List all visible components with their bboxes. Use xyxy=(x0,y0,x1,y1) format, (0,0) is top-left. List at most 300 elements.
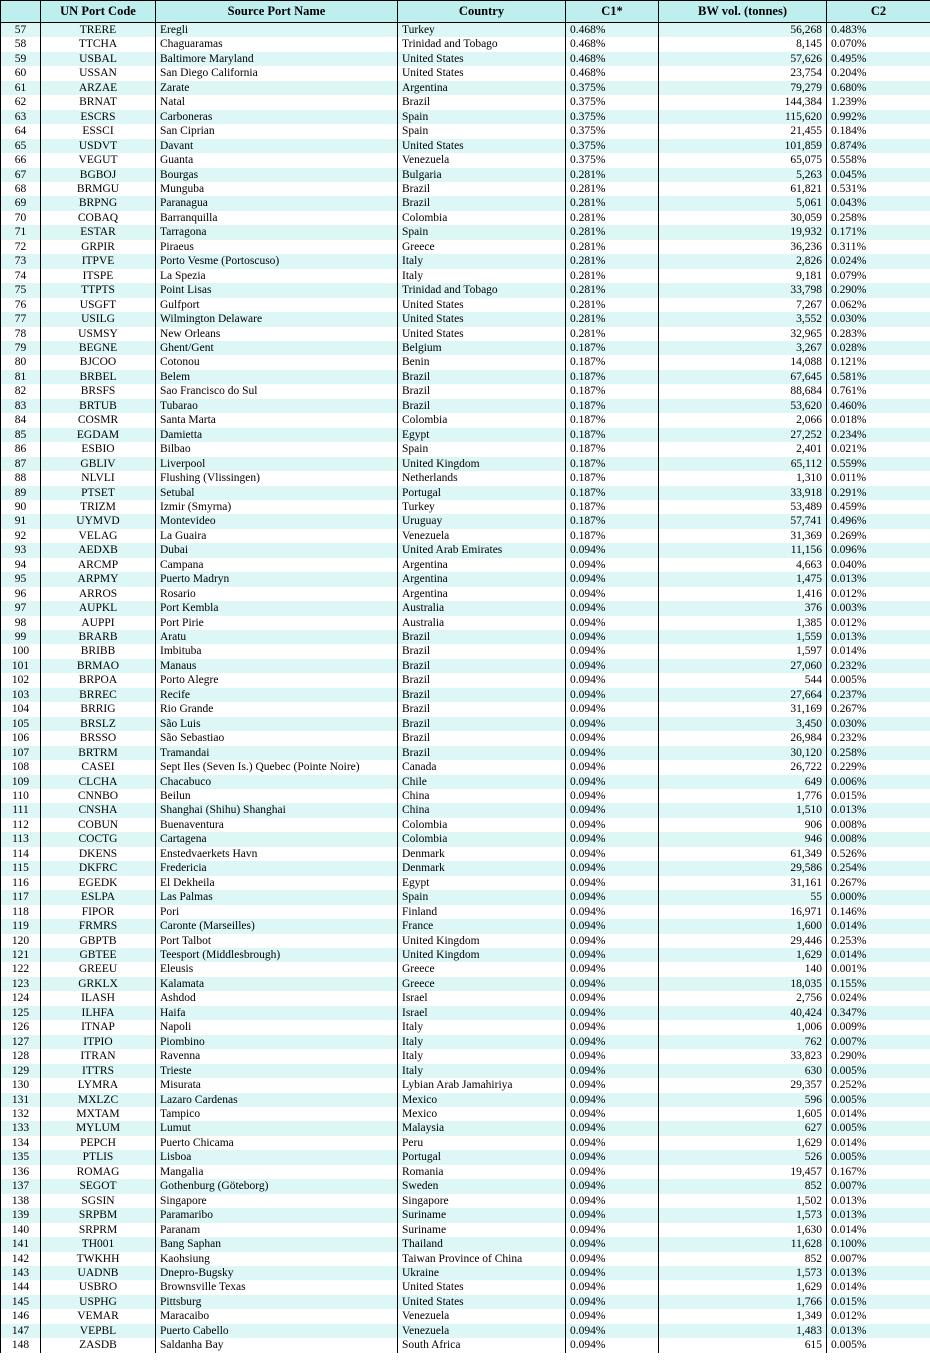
table-row xyxy=(1,254,930,268)
cell-c1-value: 0.094% xyxy=(566,1020,659,1034)
cell-row-index: 58 xyxy=(1,37,41,51)
table-row xyxy=(1,529,930,543)
cell-c1-value: 0.281% xyxy=(566,182,659,196)
cell-bw-volume: 1,573 xyxy=(659,1208,827,1222)
table-row xyxy=(1,1179,930,1193)
table-row xyxy=(1,1324,930,1338)
cell-c2-value: 0.460% xyxy=(827,399,930,413)
cell-un-port-code: VEGUT xyxy=(41,153,156,167)
cell-country: United States xyxy=(398,312,566,326)
cell-c2-value: 1.239% xyxy=(827,95,930,109)
cell-row-index: 111 xyxy=(1,803,41,817)
cell-un-port-code: FRMRS xyxy=(41,919,156,933)
column-header-source-port-name: Source Port Name xyxy=(156,1,398,23)
cell-row-index: 61 xyxy=(1,81,41,95)
cell-bw-volume: 33,823 xyxy=(659,1049,827,1063)
cell-bw-volume: 2,756 xyxy=(659,991,827,1005)
cell-c2-value: 0.291% xyxy=(827,486,930,500)
cell-row-index: 96 xyxy=(1,587,41,601)
table-row xyxy=(1,1266,930,1280)
cell-source-port-name: Paramaribo xyxy=(156,1208,398,1222)
cell-country: Venezuela xyxy=(398,1324,566,1338)
cell-bw-volume: 57,626 xyxy=(659,52,827,66)
cell-c2-value: 0.013% xyxy=(827,1194,930,1208)
cell-country: Colombia xyxy=(398,211,566,225)
cell-c1-value: 0.094% xyxy=(566,760,659,774)
cell-un-port-code: TTPTS xyxy=(41,283,156,297)
cell-c1-value: 0.094% xyxy=(566,962,659,976)
cell-bw-volume: 27,060 xyxy=(659,659,827,673)
cell-bw-volume: 88,684 xyxy=(659,384,827,398)
cell-row-index: 71 xyxy=(1,225,41,239)
cell-country: Brazil xyxy=(398,384,566,398)
cell-c1-value: 0.187% xyxy=(566,514,659,528)
cell-c1-value: 0.094% xyxy=(566,1107,659,1121)
cell-c2-value: 0.014% xyxy=(827,1107,930,1121)
cell-country: Mexico xyxy=(398,1093,566,1107)
cell-source-port-name: Bilbao xyxy=(156,442,398,456)
cell-source-port-name: Beilun xyxy=(156,789,398,803)
cell-c2-value: 0.121% xyxy=(827,355,930,369)
cell-c1-value: 0.468% xyxy=(566,52,659,66)
cell-bw-volume: 1,483 xyxy=(659,1324,827,1338)
cell-bw-volume: 649 xyxy=(659,775,827,789)
cell-bw-volume: 65,075 xyxy=(659,153,827,167)
cell-row-index: 70 xyxy=(1,211,41,225)
cell-source-port-name: Pori xyxy=(156,905,398,919)
table-row xyxy=(1,1006,930,1020)
cell-c2-value: 0.014% xyxy=(827,1136,930,1150)
cell-row-index: 145 xyxy=(1,1295,41,1309)
cell-country: Turkey xyxy=(398,23,566,38)
cell-country: Italy xyxy=(398,1049,566,1063)
cell-bw-volume: 31,369 xyxy=(659,529,827,543)
cell-c1-value: 0.281% xyxy=(566,269,659,283)
cell-c2-value: 0.005% xyxy=(827,1064,930,1078)
cell-c1-value: 0.094% xyxy=(566,1194,659,1208)
cell-row-index: 95 xyxy=(1,572,41,586)
cell-row-index: 115 xyxy=(1,861,41,875)
cell-country: Mexico xyxy=(398,1107,566,1121)
table-row xyxy=(1,934,930,948)
cell-bw-volume: 3,267 xyxy=(659,341,827,355)
cell-c2-value: 0.003% xyxy=(827,601,930,615)
cell-un-port-code: USGFT xyxy=(41,298,156,312)
cell-bw-volume: 627 xyxy=(659,1121,827,1135)
cell-row-index: 97 xyxy=(1,601,41,615)
cell-c1-value: 0.094% xyxy=(566,977,659,991)
cell-un-port-code: BRIBB xyxy=(41,644,156,658)
cell-row-index: 90 xyxy=(1,500,41,514)
table-row xyxy=(1,948,930,962)
cell-c2-value: 0.005% xyxy=(827,1150,930,1164)
cell-row-index: 118 xyxy=(1,905,41,919)
cell-c1-value: 0.094% xyxy=(566,847,659,861)
cell-c1-value: 0.187% xyxy=(566,500,659,514)
cell-source-port-name: Davant xyxy=(156,139,398,153)
cell-row-index: 112 xyxy=(1,818,41,832)
cell-country: Australia xyxy=(398,601,566,615)
cell-un-port-code: USILG xyxy=(41,312,156,326)
cell-source-port-name: Bang Saphan xyxy=(156,1237,398,1251)
cell-c2-value: 0.184% xyxy=(827,124,930,138)
cell-country: United States xyxy=(398,52,566,66)
column-header-c1: C1* xyxy=(566,1,659,23)
cell-source-port-name: Rio Grande xyxy=(156,702,398,716)
cell-c2-value: 0.013% xyxy=(827,572,930,586)
cell-c1-value: 0.281% xyxy=(566,211,659,225)
cell-country: Finland xyxy=(398,905,566,919)
cell-c2-value: 0.459% xyxy=(827,500,930,514)
cell-bw-volume: 14,088 xyxy=(659,355,827,369)
cell-country: Venezuela xyxy=(398,153,566,167)
cell-source-port-name: Trieste xyxy=(156,1064,398,1078)
cell-c1-value: 0.094% xyxy=(566,818,659,832)
cell-source-port-name: Kaohsiung xyxy=(156,1252,398,1266)
cell-c2-value: 0.070% xyxy=(827,37,930,51)
table-row xyxy=(1,196,930,210)
cell-row-index: 88 xyxy=(1,471,41,485)
cell-country: Italy xyxy=(398,1020,566,1034)
table-row xyxy=(1,413,930,427)
cell-country: Brazil xyxy=(398,659,566,673)
cell-un-port-code: BRNAT xyxy=(41,95,156,109)
cell-row-index: 129 xyxy=(1,1064,41,1078)
cell-un-port-code: ITRAN xyxy=(41,1049,156,1063)
cell-c2-value: 0.005% xyxy=(827,1338,930,1352)
cell-country: Benin xyxy=(398,355,566,369)
table-row xyxy=(1,110,930,124)
table-row xyxy=(1,1338,930,1352)
table-row xyxy=(1,1237,930,1251)
cell-source-port-name: Misurata xyxy=(156,1078,398,1092)
cell-c2-value: 0.013% xyxy=(827,1324,930,1338)
cell-row-index: 139 xyxy=(1,1208,41,1222)
cell-c1-value: 0.187% xyxy=(566,442,659,456)
cell-source-port-name: Paranagua xyxy=(156,196,398,210)
cell-un-port-code: SGSIN xyxy=(41,1194,156,1208)
table-row xyxy=(1,428,930,442)
cell-c1-value: 0.094% xyxy=(566,934,659,948)
table-body xyxy=(1,23,930,1353)
cell-source-port-name: Lazaro Cardenas xyxy=(156,1093,398,1107)
table-row xyxy=(1,283,930,297)
cell-un-port-code: BRMAO xyxy=(41,659,156,673)
cell-bw-volume: 144,384 xyxy=(659,95,827,109)
cell-c1-value: 0.094% xyxy=(566,688,659,702)
table-row xyxy=(1,688,930,702)
cell-source-port-name: Baltimore Maryland xyxy=(156,52,398,66)
cell-country: Trinidad and Tobago xyxy=(398,283,566,297)
cell-un-port-code: GREEU xyxy=(41,962,156,976)
cell-un-port-code: GRKLX xyxy=(41,977,156,991)
cell-un-port-code: GRPIR xyxy=(41,240,156,254)
cell-country: Greece xyxy=(398,240,566,254)
cell-row-index: 64 xyxy=(1,124,41,138)
cell-c1-value: 0.094% xyxy=(566,1121,659,1135)
table-row xyxy=(1,81,930,95)
cell-un-port-code: BRREC xyxy=(41,688,156,702)
cell-source-port-name: Teesport (Middlesbrough) xyxy=(156,948,398,962)
cell-row-index: 65 xyxy=(1,139,41,153)
cell-row-index: 134 xyxy=(1,1136,41,1150)
cell-c2-value: 0.012% xyxy=(827,616,930,630)
cell-source-port-name: Piombino xyxy=(156,1035,398,1049)
cell-bw-volume: 21,455 xyxy=(659,124,827,138)
cell-c2-value: 0.005% xyxy=(827,1121,930,1135)
cell-c2-value: 0.269% xyxy=(827,529,930,543)
cell-un-port-code: GBLIV xyxy=(41,457,156,471)
cell-un-port-code: TRERE xyxy=(41,23,156,38)
cell-country: Colombia xyxy=(398,818,566,832)
cell-c1-value: 0.468% xyxy=(566,66,659,80)
cell-c1-value: 0.094% xyxy=(566,702,659,716)
cell-row-index: 84 xyxy=(1,413,41,427)
cell-country: China xyxy=(398,789,566,803)
cell-un-port-code: ITNAP xyxy=(41,1020,156,1034)
cell-c1-value: 0.187% xyxy=(566,471,659,485)
cell-c1-value: 0.468% xyxy=(566,23,659,38)
cell-row-index: 85 xyxy=(1,428,41,442)
cell-c2-value: 0.024% xyxy=(827,991,930,1005)
cell-source-port-name: Natal xyxy=(156,95,398,109)
table-row xyxy=(1,442,930,456)
cell-row-index: 57 xyxy=(1,23,41,38)
cell-country: Turkey xyxy=(398,500,566,514)
cell-row-index: 119 xyxy=(1,919,41,933)
cell-row-index: 99 xyxy=(1,630,41,644)
cell-row-index: 60 xyxy=(1,66,41,80)
cell-row-index: 120 xyxy=(1,934,41,948)
cell-source-port-name: Fredericia xyxy=(156,861,398,875)
cell-c2-value: 0.258% xyxy=(827,211,930,225)
table-row xyxy=(1,384,930,398)
cell-source-port-name: Port Pirie xyxy=(156,616,398,630)
cell-un-port-code: TH001 xyxy=(41,1237,156,1251)
cell-row-index: 109 xyxy=(1,775,41,789)
cell-c1-value: 0.187% xyxy=(566,399,659,413)
cell-c2-value: 0.005% xyxy=(827,1093,930,1107)
cell-source-port-name: Tarragona xyxy=(156,225,398,239)
cell-un-port-code: CASEI xyxy=(41,760,156,774)
cell-un-port-code: CNNBO xyxy=(41,789,156,803)
cell-bw-volume: 56,268 xyxy=(659,23,827,38)
cell-c1-value: 0.281% xyxy=(566,327,659,341)
cell-bw-volume: 1,385 xyxy=(659,616,827,630)
cell-bw-volume: 1,629 xyxy=(659,1280,827,1294)
cell-bw-volume: 8,145 xyxy=(659,37,827,51)
table-row xyxy=(1,1280,930,1294)
cell-source-port-name: Tramandai xyxy=(156,746,398,760)
cell-un-port-code: MXLZC xyxy=(41,1093,156,1107)
cell-bw-volume: 1,629 xyxy=(659,948,827,962)
cell-bw-volume: 61,349 xyxy=(659,847,827,861)
cell-country: Brazil xyxy=(398,746,566,760)
cell-source-port-name: Aratu xyxy=(156,630,398,644)
cell-un-port-code: ESCRS xyxy=(41,110,156,124)
cell-row-index: 131 xyxy=(1,1093,41,1107)
cell-c1-value: 0.094% xyxy=(566,1237,659,1251)
table-row xyxy=(1,587,930,601)
cell-country: Netherlands xyxy=(398,471,566,485)
cell-un-port-code: ARCMP xyxy=(41,558,156,572)
cell-country: United States xyxy=(398,66,566,80)
cell-row-index: 74 xyxy=(1,269,41,283)
cell-bw-volume: 33,918 xyxy=(659,486,827,500)
cell-source-port-name: Tampico xyxy=(156,1107,398,1121)
cell-source-port-name: Maracaibo xyxy=(156,1309,398,1323)
cell-c1-value: 0.187% xyxy=(566,428,659,442)
cell-c2-value: 0.011% xyxy=(827,471,930,485)
cell-c2-value: 0.100% xyxy=(827,1237,930,1251)
cell-bw-volume: 1,559 xyxy=(659,630,827,644)
cell-bw-volume: 11,628 xyxy=(659,1237,827,1251)
cell-source-port-name: Imbituba xyxy=(156,644,398,658)
cell-source-port-name: Brownsville Texas xyxy=(156,1280,398,1294)
cell-row-index: 123 xyxy=(1,977,41,991)
cell-c2-value: 0.013% xyxy=(827,1208,930,1222)
cell-source-port-name: Caronte (Marseilles) xyxy=(156,919,398,933)
cell-country: Brazil xyxy=(398,95,566,109)
cell-source-port-name: Sao Francisco do Sul xyxy=(156,384,398,398)
table-row xyxy=(1,1121,930,1135)
cell-c2-value: 0.013% xyxy=(827,803,930,817)
cell-un-port-code: ESTAR xyxy=(41,225,156,239)
table-row xyxy=(1,1165,930,1179)
cell-country: Israel xyxy=(398,991,566,1005)
cell-un-port-code: BJCOO xyxy=(41,355,156,369)
cell-source-port-name: New Orleans xyxy=(156,327,398,341)
cell-bw-volume: 1,502 xyxy=(659,1194,827,1208)
cell-source-port-name: La Guaira xyxy=(156,529,398,543)
cell-c1-value: 0.094% xyxy=(566,1223,659,1237)
cell-bw-volume: 852 xyxy=(659,1179,827,1193)
cell-row-index: 127 xyxy=(1,1035,41,1049)
cell-source-port-name: São Sebastiao xyxy=(156,731,398,745)
cell-c2-value: 0.283% xyxy=(827,327,930,341)
cell-source-port-name: San Ciprian xyxy=(156,124,398,138)
cell-source-port-name: Carboneras xyxy=(156,110,398,124)
cell-country: United Kingdom xyxy=(398,948,566,962)
cell-country: Argentina xyxy=(398,81,566,95)
cell-bw-volume: 1,573 xyxy=(659,1266,827,1280)
cell-source-port-name: Campana xyxy=(156,558,398,572)
cell-row-index: 82 xyxy=(1,384,41,398)
cell-c2-value: 0.483% xyxy=(827,23,930,38)
cell-un-port-code: ARZAE xyxy=(41,81,156,95)
cell-source-port-name: Dnepro-Bugsky xyxy=(156,1266,398,1280)
cell-country: Spain xyxy=(398,442,566,456)
cell-bw-volume: 544 xyxy=(659,673,827,687)
cell-bw-volume: 2,066 xyxy=(659,413,827,427)
cell-row-index: 81 xyxy=(1,370,41,384)
cell-c1-value: 0.094% xyxy=(566,1064,659,1078)
table-row xyxy=(1,355,930,369)
cell-c1-value: 0.094% xyxy=(566,1295,659,1309)
cell-un-port-code: USSAN xyxy=(41,66,156,80)
cell-source-port-name: Ashdod xyxy=(156,991,398,1005)
table-row xyxy=(1,66,930,80)
cell-c2-value: 0.000% xyxy=(827,890,930,904)
cell-country: Portugal xyxy=(398,486,566,500)
cell-bw-volume: 1,766 xyxy=(659,1295,827,1309)
cell-row-index: 73 xyxy=(1,254,41,268)
cell-row-index: 68 xyxy=(1,182,41,196)
cell-country: Venezuela xyxy=(398,1309,566,1323)
cell-country: United States xyxy=(398,327,566,341)
table-row xyxy=(1,1150,930,1164)
table-row xyxy=(1,312,930,326)
cell-source-port-name: La Spezia xyxy=(156,269,398,283)
table-row xyxy=(1,124,930,138)
table-row xyxy=(1,659,930,673)
cell-c1-value: 0.094% xyxy=(566,789,659,803)
cell-c2-value: 0.014% xyxy=(827,948,930,962)
cell-bw-volume: 1,349 xyxy=(659,1309,827,1323)
cell-c2-value: 0.043% xyxy=(827,196,930,210)
table-row xyxy=(1,572,930,586)
cell-bw-volume: 1,605 xyxy=(659,1107,827,1121)
cell-c1-value: 0.094% xyxy=(566,861,659,875)
cell-c2-value: 0.013% xyxy=(827,630,930,644)
cell-country: Colombia xyxy=(398,413,566,427)
table-row xyxy=(1,1309,930,1323)
cell-source-port-name: Damietta xyxy=(156,428,398,442)
table-row xyxy=(1,298,930,312)
cell-un-port-code: EGDAM xyxy=(41,428,156,442)
cell-bw-volume: 67,645 xyxy=(659,370,827,384)
cell-bw-volume: 79,279 xyxy=(659,81,827,95)
cell-c2-value: 0.014% xyxy=(827,1280,930,1294)
cell-bw-volume: 16,971 xyxy=(659,905,827,919)
cell-un-port-code: USBAL xyxy=(41,52,156,66)
cell-c2-value: 0.008% xyxy=(827,832,930,846)
cell-bw-volume: 30,059 xyxy=(659,211,827,225)
cell-country: United States xyxy=(398,139,566,153)
table-row xyxy=(1,1136,930,1150)
table-row xyxy=(1,1049,930,1063)
cell-c2-value: 0.062% xyxy=(827,298,930,312)
cell-country: Brazil xyxy=(398,717,566,731)
cell-country: Argentina xyxy=(398,587,566,601)
cell-un-port-code: ZASDB xyxy=(41,1338,156,1352)
cell-source-port-name: Recife xyxy=(156,688,398,702)
cell-bw-volume: 11,156 xyxy=(659,543,827,557)
cell-source-port-name: Barranquilla xyxy=(156,211,398,225)
table-row xyxy=(1,731,930,745)
cell-row-index: 107 xyxy=(1,746,41,760)
cell-row-index: 77 xyxy=(1,312,41,326)
cell-un-port-code: TTCHA xyxy=(41,37,156,51)
cell-row-index: 108 xyxy=(1,760,41,774)
cell-row-index: 147 xyxy=(1,1324,41,1338)
cell-row-index: 140 xyxy=(1,1223,41,1237)
cell-source-port-name: Bourgas xyxy=(156,168,398,182)
table-row xyxy=(1,616,930,630)
cell-un-port-code: ESBIO xyxy=(41,442,156,456)
table-row xyxy=(1,644,930,658)
cell-c2-value: 0.559% xyxy=(827,457,930,471)
table-row xyxy=(1,182,930,196)
cell-country: Denmark xyxy=(398,847,566,861)
cell-row-index: 62 xyxy=(1,95,41,109)
cell-c2-value: 0.040% xyxy=(827,558,930,572)
cell-source-port-name: Point Lisas xyxy=(156,283,398,297)
cell-country: Greece xyxy=(398,962,566,976)
cell-row-index: 59 xyxy=(1,52,41,66)
cell-c1-value: 0.094% xyxy=(566,948,659,962)
cell-country: United Kingdom xyxy=(398,934,566,948)
